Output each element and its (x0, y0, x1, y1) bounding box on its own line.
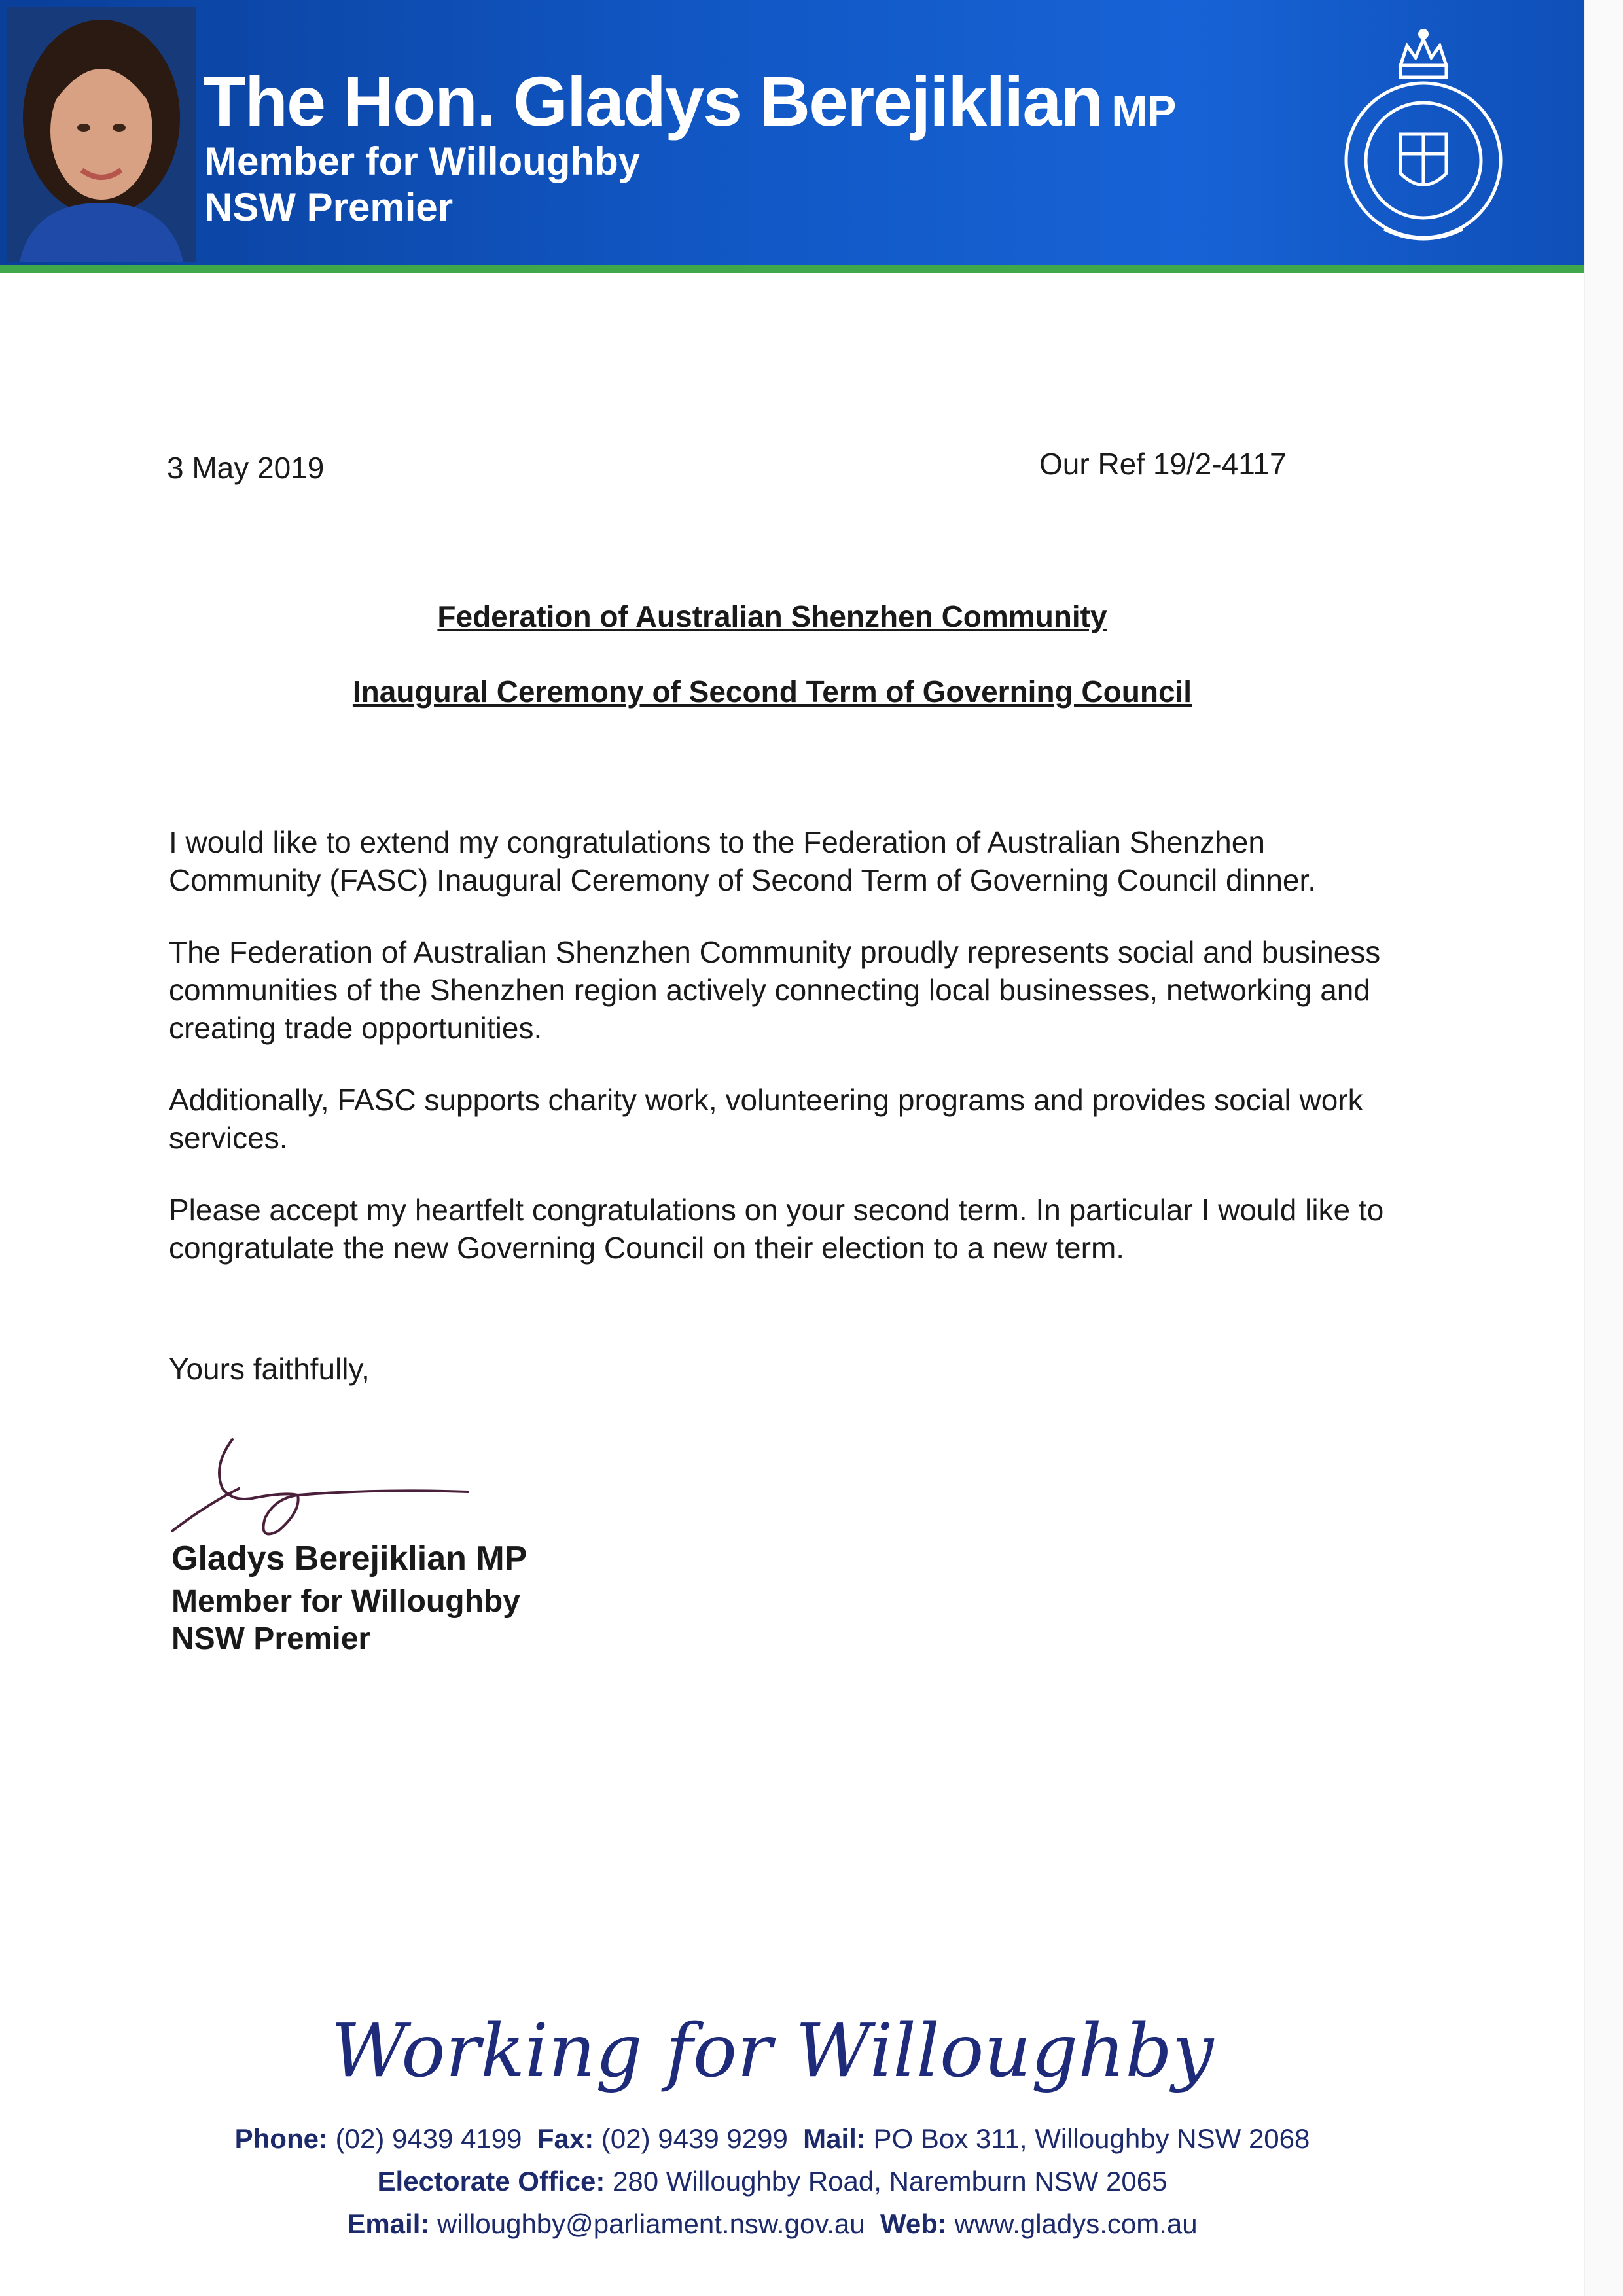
letterhead-title: NSW Premier (204, 185, 454, 229)
body-paragraph: Additionally, FASC supports charity work, volunteering programs and provides social work services. (169, 1083, 1363, 1155)
fax-label: Fax: (537, 2123, 594, 2154)
letterhead-name-suffix: MP (1111, 86, 1177, 135)
page-edge (1584, 0, 1623, 2296)
footer-web-line (0, 2208, 1544, 2240)
subject-heading: Federation of Australian Shenzhen Community (437, 599, 1107, 633)
body-paragraph: I would like to extend my congratulations to the Federation of Australian Shenzhen Community (FASC) Inaugural Ceremony of Second Term of Governing Council dinner. (169, 825, 1317, 897)
email-label: Email: (347, 2208, 430, 2239)
footer-slogan: Working for Willoughby (330, 2009, 1214, 2094)
letter-body (169, 823, 1399, 1301)
mail-address: PO Box 311, Willoughby NSW 2068 (873, 2123, 1310, 2154)
letter-closing: Yours faithfully, (169, 1352, 370, 1386)
phone-label: Phone: (234, 2123, 328, 2154)
office-address: 280 Willoughby Road, Naremburn NSW 2065 (613, 2166, 1168, 2197)
signer-position: NSW Premier (171, 1621, 371, 1656)
portrait-photo (7, 7, 196, 262)
body-paragraph: Please accept my heartfelt congratulations on your second term. In particular I would like to congratulate the new Governing Council on their election to a new term. (169, 1193, 1384, 1265)
letterhead-banner (0, 0, 1584, 273)
letter-reference: Our Ref 19/2-4117 (1039, 447, 1287, 481)
phone-number: (02) 9439 4199 (335, 2123, 522, 2154)
signer-name: Gladys Berejiklian MP (171, 1540, 527, 1578)
signer-title: Member for Willoughby (171, 1584, 520, 1619)
footer-contact-line (0, 2123, 1544, 2155)
fax-number: (02) 9439 9299 (601, 2123, 788, 2154)
mail-label: Mail: (803, 2123, 866, 2154)
parliament-crest-logo (1338, 20, 1508, 255)
footer-office-line (0, 2166, 1544, 2197)
subject-subheading: Inaugural Ceremony of Second Term of Governing Council (352, 675, 1192, 709)
email-address: willoughby@parliament.nsw.gov.au (437, 2208, 865, 2239)
letter-date: 3 May 2019 (167, 451, 325, 485)
letterhead-role: Member for Willoughby (204, 139, 641, 183)
handwritten-signature (167, 1426, 481, 1544)
office-label: Electorate Office: (377, 2166, 605, 2197)
web-address: www.gladys.com.au (954, 2208, 1198, 2239)
body-paragraph: The Federation of Australian Shenzhen Community proudly represents social and business communities of the Shenzhen region actively connecting local businesses, networking and creating trade opportunities. (169, 935, 1381, 1045)
web-label: Web: (880, 2208, 947, 2239)
letterhead-name (203, 60, 1176, 142)
letterhead-name-text: The Hon. Gladys Berejiklian (203, 62, 1103, 141)
